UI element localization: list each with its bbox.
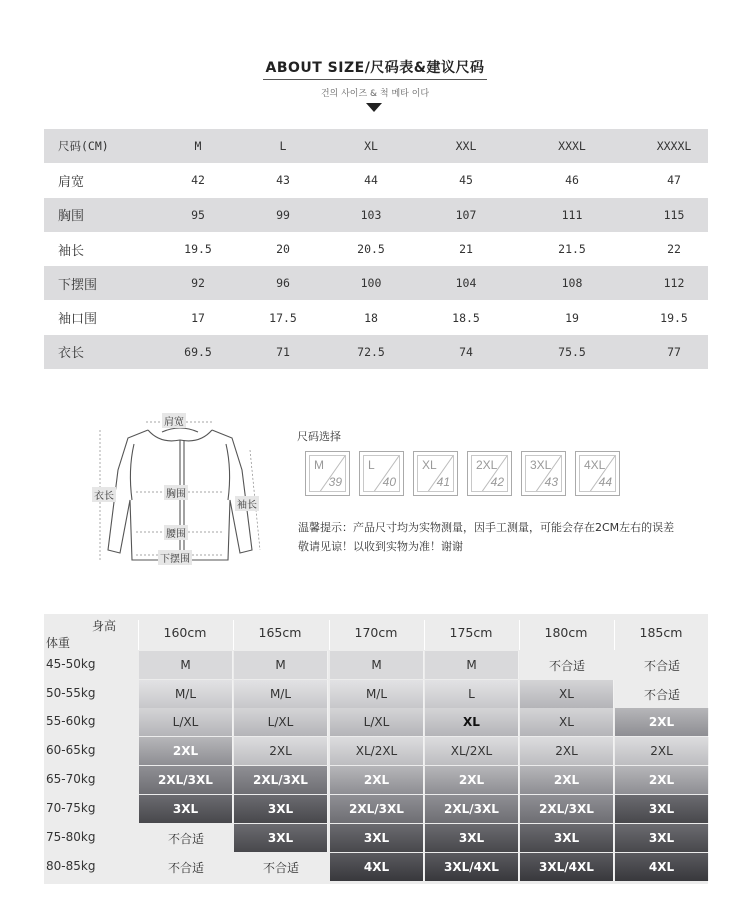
size-table-row-label: 胸围 (58, 209, 85, 225)
tip-line-1: 温馨提示：产品尺寸均为实物测量，因手工测量，可能会存在2CM左右的误差 (298, 521, 675, 534)
size-recommendation-cell: 2XL (139, 737, 233, 765)
size-table-cell: 92 (191, 276, 205, 291)
size-recommendation-cell: 2XL/3XL (139, 766, 233, 794)
size-table-col-header: M (194, 139, 202, 154)
size-recommendation-cell: 3XL/4XL (520, 853, 614, 881)
size-option-4xl[interactable] (575, 451, 620, 496)
size-table-cell: 46 (565, 173, 579, 188)
weight-label: 55-60kg (46, 714, 96, 728)
sleeve-label: 袖长 (235, 496, 259, 511)
height-header: 165cm (258, 625, 302, 640)
size-table-cell: 20.5 (357, 242, 385, 257)
height-header: 170cm (354, 625, 398, 640)
size-recommendation-cell: 3XL (234, 795, 328, 823)
size-recommendation-cell: 2XL/3XL (330, 795, 424, 823)
size-option-letter: 2XL (476, 458, 498, 472)
size-recommendation-cell: M (139, 651, 233, 679)
size-option-letter: M (314, 458, 324, 472)
size-table-cell: 74 (459, 344, 473, 359)
length-label: 衣长 (92, 487, 116, 502)
size-table-row (44, 198, 708, 232)
size-recommendation-cell: 3XL (234, 824, 328, 852)
size-recommendation-cell: XL (520, 680, 614, 708)
size-table-cell: 108 (561, 276, 583, 291)
size-recommendation-cell: 2XL (615, 737, 709, 765)
weight-label: 70-75kg (46, 801, 96, 815)
size-table-cell: 17 (191, 310, 205, 325)
size-table-cell: 21 (459, 242, 473, 257)
size-table-cell: 44 (364, 173, 378, 188)
size-recommendation-cell: 3XL/4XL (425, 853, 519, 881)
size-recommendation-cell: 不合适 (262, 860, 299, 875)
size-table-row (44, 335, 708, 369)
size-recommendation-cell: L/XL (330, 708, 424, 736)
size-table-cell: 115 (663, 207, 685, 222)
size-recommendation-cell: M (425, 651, 519, 679)
size-table-cell: 18 (364, 310, 378, 325)
size-option-letter: XL (422, 458, 437, 472)
size-recommendation-cell: 2XL (425, 766, 519, 794)
size-table-cell: 18.5 (452, 310, 480, 325)
weight-corner-label: 体重 (46, 636, 71, 650)
size-table-col-header: XL (364, 139, 378, 154)
size-table-cell: 17.5 (269, 310, 297, 325)
size-table-cell: 19.5 (660, 310, 688, 325)
size-recommendation-cell: 2XL/3XL (234, 766, 328, 794)
size-table-cell: 43 (276, 173, 290, 188)
shirt-diagram (88, 410, 278, 575)
column-divider (424, 620, 425, 650)
size-recommendation-cell: 不合适 (167, 831, 204, 846)
height-header: 185cm (639, 625, 683, 640)
size-option-letter: 3XL (530, 458, 552, 472)
size-table-cell: 104 (455, 276, 477, 291)
size-table-col-header: XXXL (558, 139, 586, 154)
size-table (44, 129, 708, 369)
size-recommendation-cell: M (234, 651, 328, 679)
size-table-cell: 69.5 (184, 344, 212, 359)
size-table-cell: 77 (667, 344, 681, 359)
size-table-cell: 47 (667, 173, 681, 188)
height-header: 180cm (544, 625, 588, 640)
size-option-2xl[interactable] (467, 451, 512, 496)
size-table-cell: 107 (455, 207, 477, 222)
size-select-title: 尺码选择 (297, 430, 341, 443)
size-option-frame (525, 455, 562, 492)
size-recommendation-cell: 不合适 (548, 658, 585, 673)
height-corner-label: 身高 (92, 619, 117, 633)
size-recommendation-cell: 2XL (520, 737, 614, 765)
down-triangle-icon (366, 103, 382, 112)
size-recommendation-cell: 3XL (330, 824, 424, 852)
size-table-row-label: 袖长 (58, 243, 85, 259)
weight-label: 80-85kg (46, 859, 96, 873)
size-recommendation-cell: 3XL (139, 795, 233, 823)
size-table-cell: 75.5 (558, 344, 586, 359)
size-option-letter: 4XL (584, 458, 606, 472)
size-option-number: 40 (382, 475, 396, 489)
size-option-xl[interactable] (413, 451, 458, 496)
chest-label: 胸围 (164, 485, 188, 500)
column-divider (614, 620, 615, 650)
size-recommendation-cell: L/XL (234, 708, 328, 736)
column-divider (233, 620, 234, 650)
size-recommendation-cell: 不合适 (167, 860, 204, 875)
size-table-row-label: 衣长 (58, 346, 85, 362)
size-table-row (44, 163, 708, 197)
size-option-m[interactable] (305, 451, 350, 496)
size-option-number: 43 (544, 475, 558, 489)
size-option-frame (579, 455, 616, 492)
size-table-cell: 100 (360, 276, 382, 291)
size-recommendation-cell: XL/2XL (330, 737, 424, 765)
size-option-frame (417, 455, 454, 492)
size-table-header (44, 129, 708, 163)
size-option-letter: L (368, 458, 375, 472)
size-recommendation-cell: XL (425, 708, 519, 736)
size-table-cell: 19 (565, 310, 579, 325)
size-recommendation-cell: M/L (234, 680, 328, 708)
size-option-frame (471, 455, 508, 492)
size-option-frame (363, 455, 400, 492)
size-option-l[interactable] (359, 451, 404, 496)
size-table-cell: 111 (561, 207, 583, 222)
size-option-3xl[interactable] (521, 451, 566, 496)
size-option-number: 42 (490, 475, 504, 489)
size-recommendation-cell: 4XL (330, 853, 424, 881)
size-table-cell: 96 (276, 276, 290, 291)
size-option-number: 41 (436, 475, 450, 489)
page-title: ABOUT SIZE/尺码表&建议尺码 (265, 60, 485, 76)
title-underline (263, 79, 487, 80)
size-recommendation-cell: 3XL (520, 824, 614, 852)
size-recommendation-cell: 2XL (234, 737, 328, 765)
size-recommendation-cell: 不合适 (643, 658, 680, 673)
size-table-corner: 尺码(CM) (58, 139, 109, 154)
size-recommendation-cell: M (330, 651, 424, 679)
size-recommendation-cell: 3XL (615, 795, 709, 823)
size-recommendation-cell: 2XL/3XL (520, 795, 614, 823)
tip-line-2: 敬请见谅！以收到实物为准！谢谢 (298, 540, 463, 553)
size-recommendation-cell: 3XL (425, 824, 519, 852)
weight-label: 45-50kg (46, 657, 96, 671)
size-table-cell: 71 (276, 344, 290, 359)
size-table-cell: 21.5 (558, 242, 586, 257)
size-table-row-label: 肩宽 (58, 174, 85, 190)
weight-label: 60-65kg (46, 743, 96, 757)
page-subtitle: 건의 사이즈 & 척 메타 이다 (320, 89, 430, 99)
size-table-row-label: 下摆围 (58, 277, 98, 293)
size-table-row-label: 袖口围 (58, 312, 98, 328)
size-recommendation-cell: 不合适 (643, 687, 680, 702)
size-recommendation-cell: 2XL (520, 766, 614, 794)
waist-label: 腰围 (164, 525, 188, 540)
size-recommendation-cell: 3XL (615, 824, 709, 852)
size-table-cell: 22 (667, 242, 681, 257)
size-table-cell: 19.5 (184, 242, 212, 257)
size-option-number: 44 (598, 475, 612, 489)
size-recommendation-cell: M/L (139, 680, 233, 708)
size-table-cell: 103 (360, 207, 382, 222)
size-table-cell: 99 (276, 207, 290, 222)
height-header: 160cm (163, 625, 207, 640)
size-recommendation-cell: L/XL (139, 708, 233, 736)
weight-label: 65-70kg (46, 772, 96, 786)
size-table-row (44, 300, 708, 334)
size-table-cell: 45 (459, 173, 473, 188)
weight-label: 75-80kg (46, 830, 96, 844)
size-recommendation-cell: L (425, 680, 519, 708)
size-recommendation-cell: 4XL (615, 853, 709, 881)
size-table-cell: 112 (663, 276, 685, 291)
height-header: 175cm (449, 625, 493, 640)
size-table-cell: 42 (191, 173, 205, 188)
size-recommendation-cell: 2XL (330, 766, 424, 794)
size-table-row (44, 266, 708, 300)
column-divider (138, 620, 139, 650)
size-table-cell: 95 (191, 207, 205, 222)
size-table-cell: 72.5 (357, 344, 385, 359)
size-recommendation-cell: 2XL (615, 708, 709, 736)
size-option-frame (309, 455, 346, 492)
size-table-col-header: L (279, 139, 287, 154)
column-divider (519, 620, 520, 650)
size-recommendation-cell: 2XL (615, 766, 709, 794)
size-recommendation-cell: M/L (330, 680, 424, 708)
size-recommendation-cell: XL/2XL (425, 737, 519, 765)
size-table-row (44, 232, 708, 266)
size-table-cell: 20 (276, 242, 290, 257)
size-recommendation-cell: XL (520, 708, 614, 736)
size-recommendation-cell: 2XL/3XL (425, 795, 519, 823)
shoulder-label: 肩宽 (162, 413, 186, 428)
size-table-col-header: XXXXL (656, 139, 692, 154)
column-divider (329, 620, 330, 650)
size-option-number: 39 (328, 475, 342, 489)
weight-label: 50-55kg (46, 686, 96, 700)
hem-label: 下摆围 (158, 550, 192, 565)
size-table-col-header: XXL (455, 139, 477, 154)
